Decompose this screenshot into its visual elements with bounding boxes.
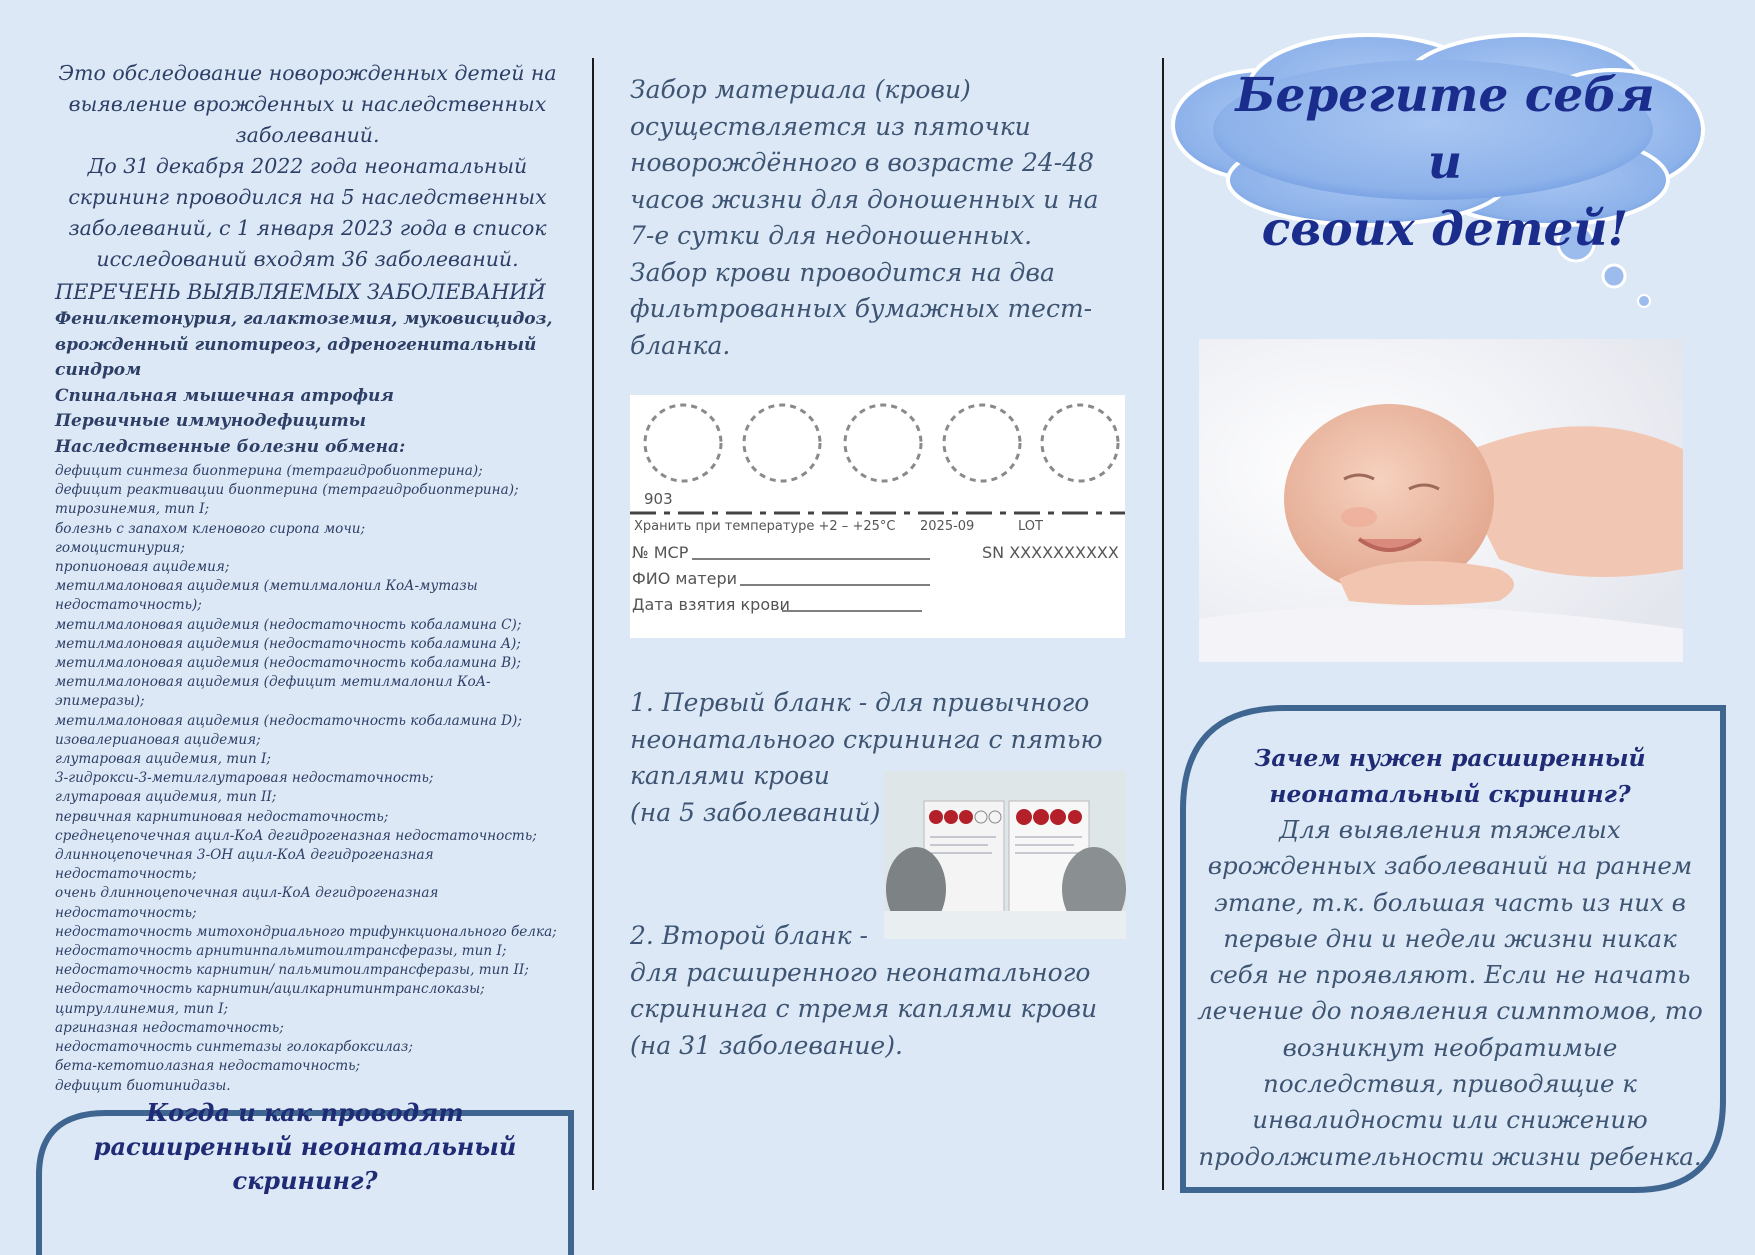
metabolic-disease-item: бета-кетотиолазная недостаточность;: [55, 1058, 361, 1075]
disease-group-item: Наследственные болезни обмена:: [55, 436, 406, 457]
metabolic-disease-item: метилмалоновая ацидемия (недостаточность кобаламина A);: [55, 635, 521, 652]
metabolic-disease-item: пропионовая ацидемия;: [55, 559, 230, 576]
disease-group-item: Спинальная мышечная атрофия: [55, 385, 394, 406]
metabolic-disease-item: метилмалоновая ацидемия (недостаточность кобаламина B);: [55, 655, 522, 672]
metabolic-disease-item: первичная карнитиновая недостаточность;: [55, 808, 389, 825]
metabolic-disease-item: длинноцепочечная 3-ОН ацил-КоА дегидрогеназная недостаточность;: [55, 847, 434, 883]
second-blank-description: [630, 918, 1110, 1064]
metabolic-disease-item: тирозинемия, тип I;: [55, 501, 210, 518]
metabolic-disease-item: болезнь с запахом кленового сиропа мочи;: [55, 520, 366, 537]
intro-text: [55, 58, 560, 275]
sleeping-baby-photo: [1199, 339, 1683, 662]
metabolic-disease-item: недостаточность арнитинпальмитоилтрансферазы, тип I;: [55, 943, 507, 960]
metabolic-disease-item: дефицит синтеза биоптерина (тетрагидробиоптерина);: [55, 463, 483, 479]
metabolic-disease-item: метилмалоновая ацидемия (метилмалонил КоА-мутазы недостаточность);: [55, 578, 478, 614]
blank-field-msr: № МСР: [632, 543, 689, 562]
blank-field-mother: ФИО матери: [632, 569, 738, 588]
metabolic-disease-item: аргиназная недостаточность;: [55, 1019, 284, 1036]
second-blank-line: для расширенного неонатального скрининга с тремя каплями крови (на 31 заболевание).: [630, 957, 1098, 1060]
metabolic-disease-item: изовалериановая ацидемия;: [55, 731, 261, 748]
metabolic-disease-item: недостаточность митохондриального трифункционального белка;: [55, 923, 557, 940]
blood-spot-circle-1: [645, 405, 721, 481]
first-blank-line: 1. Первый бланк - для привычного неонатального скрининга с пятью: [630, 688, 1103, 754]
metabolic-disease-item: цитруллинемия, тип I;: [55, 1000, 229, 1017]
disease-group-item: Фенилкетонурия, галактоземия, муковисцидоз, врожденный гипотиреоз, адреногенитальный синдром: [55, 309, 553, 380]
why-screening-question: Зачем нужен расширенный неонатальный скрининг?: [1254, 744, 1646, 808]
disease-group-item: Первичные иммунодефициты: [55, 411, 367, 431]
slogan-line-1: Берегите себя и: [1235, 68, 1655, 190]
intro-paragraph-2: До 31 декабря 2022 года неонатальный скрининг проводился на 5 наследственных заболеваний, с 1 января 2023 года в список исследований входят 36 заболеваний.: [68, 154, 547, 271]
section-question-left: Когда и как проводят расширенный неонатальный скрининг?: [93, 1098, 517, 1195]
blank-date: 2025-09: [920, 519, 975, 534]
test-blanks-paragraph: Забор крови проводится на два фильтрованных бумажных тест-бланка.: [630, 257, 1093, 360]
blood-spot-circle-5: [1042, 405, 1118, 481]
metabolic-disease-item: недостаточность карнитин/ацилкарнитинтранслоказы;: [55, 981, 485, 998]
metabolic-disease-item: 3-гидрокси-3-метилглутаровая недостаточность;: [55, 770, 434, 787]
bold-disease-groups: [55, 307, 560, 460]
test-blank-image: [630, 395, 1125, 638]
slogan-line-2: своих детей!: [1261, 202, 1629, 257]
blank-field-date: Дата взятия крови: [632, 595, 790, 614]
blank-storage: Хранить при температуре +2 – +25°C: [634, 519, 896, 534]
metabolic-disease-item: дефицит биотинидазы.: [55, 1077, 231, 1094]
metabolic-disease-item: метилмалоновая ацидемия (недостаточность кобаламина D);: [55, 712, 522, 729]
blank-serial: SN XXXXXXXXXX: [982, 543, 1119, 562]
first-blank-line: каплями крови: [630, 761, 830, 790]
first-blank-line: (на 5 заболеваний): [630, 797, 881, 827]
metabolic-disease-item: очень длинноцепочечная ацил-КоА дегидрогеназная недостаточность;: [55, 885, 439, 921]
test-blanks-photo: [884, 771, 1126, 939]
blood-spot-circle-4: [944, 405, 1020, 481]
metabolic-disease-item: недостаточность синтетазы голокарбоксилаз;: [55, 1039, 413, 1056]
column-2: [630, 72, 1115, 364]
column-1: [55, 58, 560, 1096]
blood-collection-paragraph: Забор материала (крови) осуществляется из пяточки новорождённого в возрасте 24-48 часов жизни для доношенных и на 7-е сутки для недоношенных.: [630, 75, 1099, 250]
slogan-title: [1215, 62, 1675, 263]
metabolic-disease-item: глутаровая ацидемия, тип I;: [55, 751, 271, 768]
metabolic-disease-item: метилмалоновая ацидемия (дефицит метилмалонил КоА-эпимеразы);: [55, 674, 491, 710]
blood-spot-circle-2: [744, 405, 820, 481]
metabolic-disease-item: дефицит реактивации биоптерина (тетрагидробиоптерина);: [55, 482, 519, 499]
column-divider-right: [1162, 58, 1164, 1190]
metabolic-disease-item: гомоцистинурия;: [55, 539, 185, 556]
why-screening-answer: Для выявления тяжелых врожденных заболеваний на раннем этапе, т.к. большая часть из них в первые дни и недели жизни никак себя не проявляют. Если не начать лечение до появления симптомов, то возникнут необратимые последствия, приводящие к инвалидности или снижению продолжительности жизни ребенка.: [1197, 815, 1703, 1171]
metabolic-disease-item: недостаточность карнитин/ пальмитоилтрансферазы, тип II;: [55, 962, 529, 979]
metabolic-diseases-list: [55, 462, 560, 1096]
diseases-list-heading: ПЕРЕЧЕНЬ ВЫЯВЛЯЕМЫХ ЗАБОЛЕВАНИЙ: [55, 280, 546, 304]
intro-paragraph-1: Это обследование новорожденных детей на выявление врожденных и наследственных заболеваний.: [58, 61, 557, 147]
blank-code: 903: [644, 490, 673, 508]
blood-spot-circle-3: [845, 405, 921, 481]
second-blank-line: 2. Второй бланк -: [630, 921, 868, 950]
why-screening-block: [1195, 740, 1705, 1175]
column-divider-left: [592, 58, 594, 1190]
metabolic-disease-item: среднецепочечная ацил-КоА дегидрогеназная недостаточность;: [55, 827, 537, 844]
blank-lot: LOT: [1018, 519, 1043, 534]
metabolic-disease-item: метилмалоновая ацидемия (недостаточность кобаламина C);: [55, 616, 522, 633]
metabolic-disease-item: глутаровая ацидемия, тип II;: [55, 789, 277, 806]
